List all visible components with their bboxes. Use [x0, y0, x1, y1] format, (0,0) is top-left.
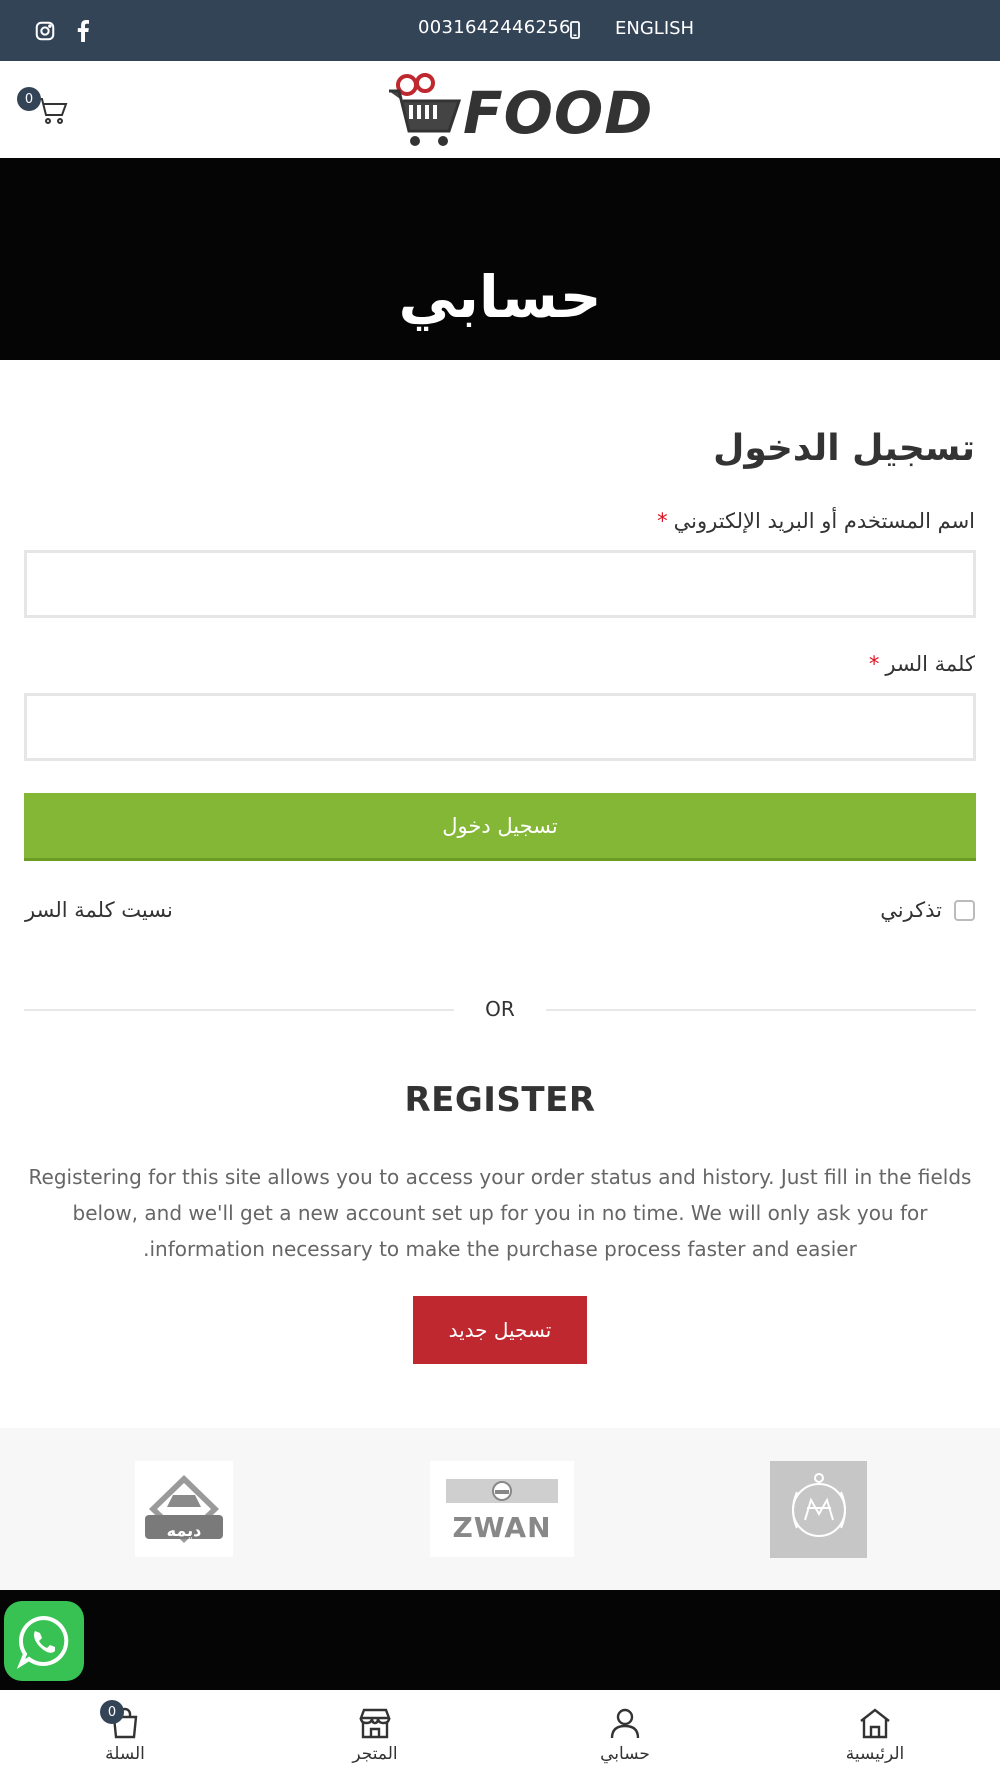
- brand-logo-dima[interactable]: [135, 1461, 233, 1557]
- store-icon: [353, 1704, 397, 1742]
- register-title: REGISTER: [404, 1080, 596, 1120]
- brand-logo-crest[interactable]: [770, 1461, 867, 1558]
- mobile-phone-icon: [570, 21, 580, 39]
- username-label-text: اسم المستخدم أو البريد الإلكتروني: [673, 509, 975, 533]
- bottom-nav-label: الرئيسية: [845, 1744, 905, 1764]
- home-icon: [853, 1704, 897, 1742]
- password-input[interactable]: [24, 693, 976, 761]
- required-mark: *: [657, 509, 668, 533]
- top-bar: [0, 0, 1000, 61]
- remember-me[interactable]: [880, 898, 975, 922]
- username-input[interactable]: [24, 550, 976, 618]
- facebook-icon[interactable]: [70, 18, 96, 44]
- site-header: [0, 61, 1000, 158]
- username-label: [657, 509, 975, 533]
- register-button[interactable]: تسجيل جديد: [413, 1296, 587, 1364]
- site-logo[interactable]: [385, 71, 654, 151]
- bottom-nav-shop[interactable]: [250, 1690, 500, 1778]
- remember-me-checkbox[interactable]: [954, 900, 975, 921]
- logo-text: FOOD: [463, 79, 654, 147]
- bottom-nav-home[interactable]: [750, 1690, 1000, 1778]
- brands-strip: [0, 1428, 1000, 1590]
- instagram-icon[interactable]: [32, 18, 58, 44]
- bottom-nav-account[interactable]: [500, 1690, 750, 1778]
- header-cart-button[interactable]: [24, 91, 70, 127]
- page-hero: [0, 158, 1000, 360]
- or-divider-text: OR: [485, 997, 515, 1021]
- bottom-nav-label: المتجر: [352, 1744, 398, 1764]
- language-switcher[interactable]: ENGLISH: [615, 18, 695, 39]
- page-title: حسابي: [398, 263, 602, 331]
- user-icon: [603, 1704, 647, 1742]
- phone-number[interactable]: 0031642446256: [418, 17, 571, 38]
- remember-me-label: تذكرني: [880, 898, 942, 922]
- divider-line: [24, 1009, 454, 1011]
- forgot-password-link[interactable]: نسيت كلمة السر: [25, 898, 173, 922]
- brand-zwan-text: ZWAN: [452, 1511, 552, 1544]
- required-mark: *: [868, 652, 880, 676]
- cart-count-badge: 0: [17, 87, 41, 111]
- footer: [0, 1590, 1000, 1690]
- bottom-nav-label: حسابي: [600, 1744, 650, 1764]
- brand-logo-zwan[interactable]: [430, 1461, 574, 1557]
- bottom-nav-cart[interactable]: [0, 1690, 250, 1778]
- cart-count-badge: 0: [100, 1700, 124, 1724]
- bottom-nav-label: السلة: [105, 1744, 145, 1764]
- whatsapp-icon: [15, 1612, 73, 1670]
- whatsapp-chat-button[interactable]: [4, 1601, 84, 1681]
- divider-line: [546, 1009, 976, 1011]
- register-description: Registering for this site allows you to access your order status and history. Just fill in the fields below, and we'll get a new account set up for you in no time. We will only ask you for information necessary to make the purchase process faster and easier.: [28, 1165, 972, 1261]
- bottom-navigation: [0, 1690, 1000, 1778]
- password-label-text: كلمة السر: [885, 652, 975, 676]
- password-label: [869, 652, 975, 676]
- login-button[interactable]: تسجيل دخول: [24, 793, 976, 861]
- brand-dima-text: ديمه: [166, 1521, 202, 1540]
- login-title: تسجيل الدخول: [713, 428, 975, 469]
